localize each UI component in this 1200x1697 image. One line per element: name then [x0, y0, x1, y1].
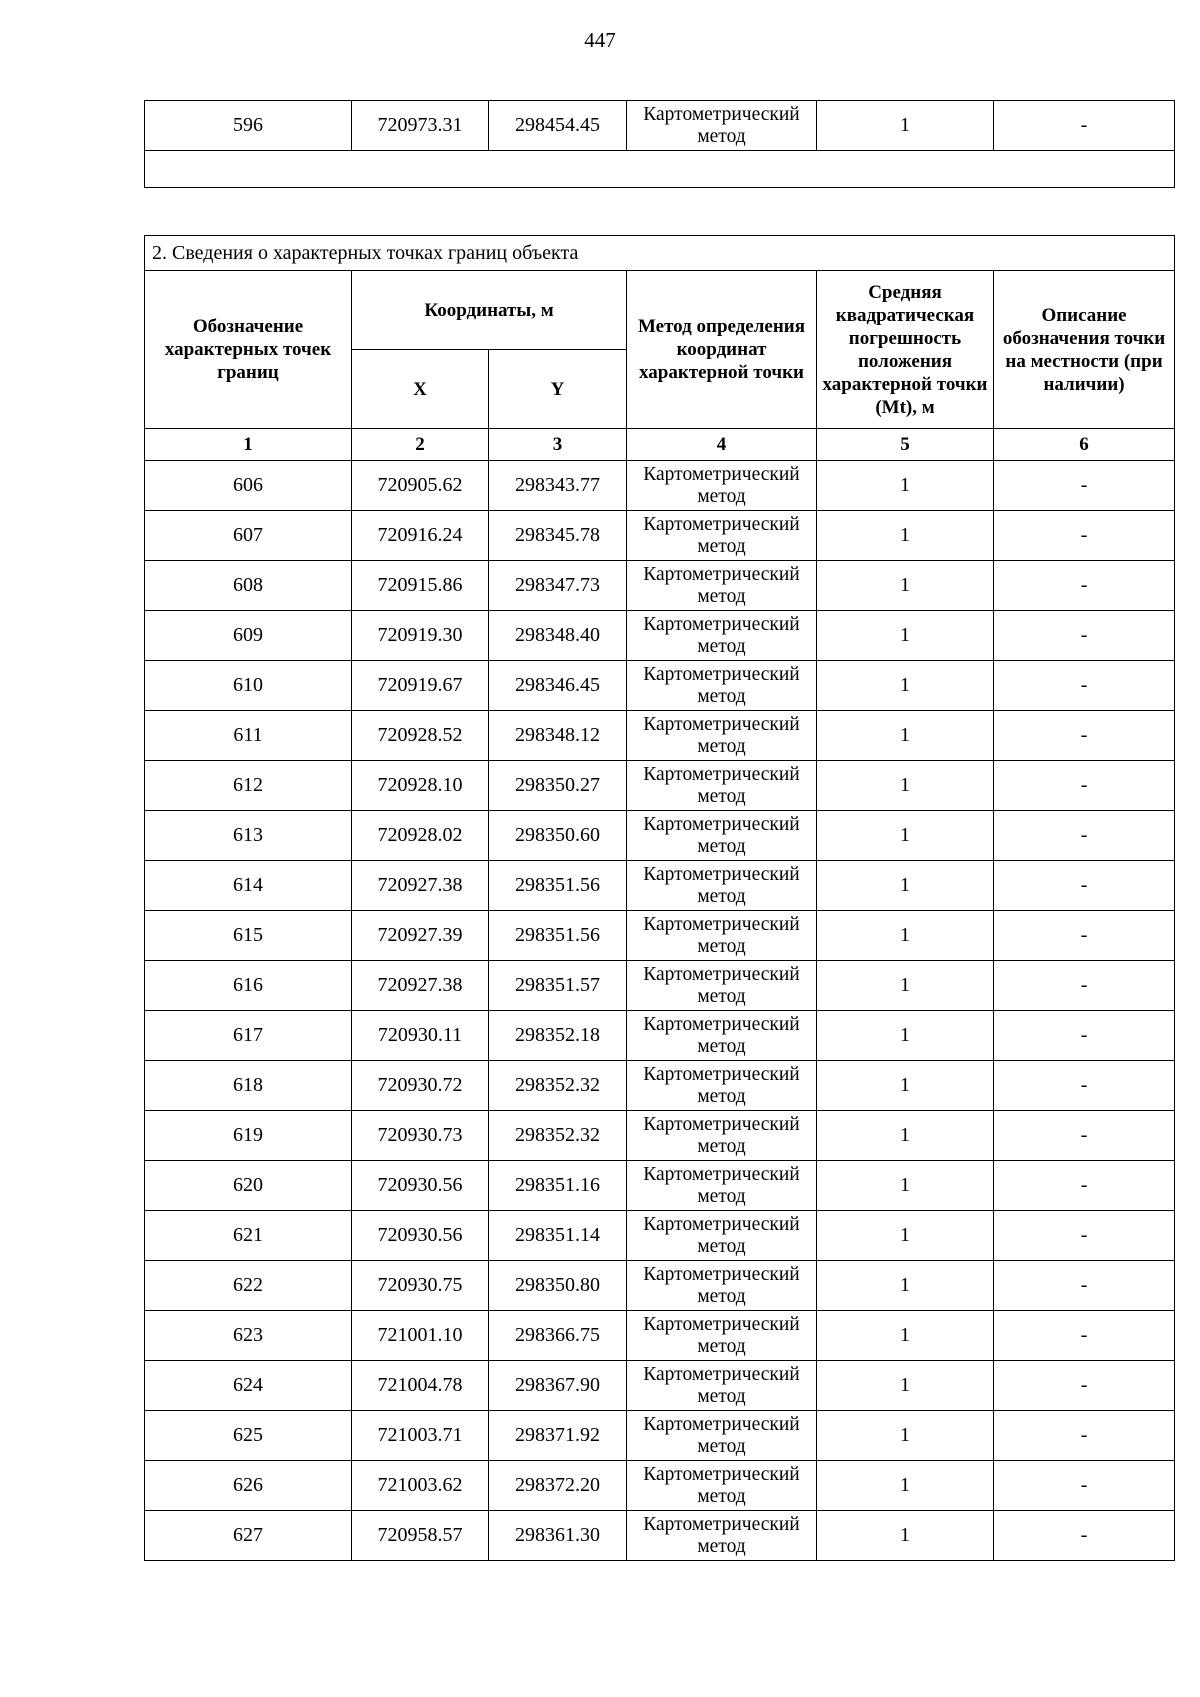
point-id-cell: 621 [145, 1211, 352, 1261]
point-id-cell: 617 [145, 1011, 352, 1061]
method-cell: Картометрический метод [627, 511, 817, 561]
table-row [145, 1511, 1175, 1561]
x-coordinate-cell: 720919.67 [352, 661, 489, 711]
table-row [145, 661, 1175, 711]
description-cell: - [994, 961, 1175, 1011]
table-row [145, 1211, 1175, 1261]
x-coordinate-cell: 720930.72 [352, 1061, 489, 1111]
method-cell: Картометрический метод [627, 711, 817, 761]
y-coordinate-cell: 298345.78 [489, 511, 627, 561]
method-cell: Картометрический метод [627, 811, 817, 861]
header-x: X [352, 350, 489, 429]
empty-cell [145, 151, 1175, 188]
method-cell: Картометрический метод [627, 1411, 817, 1461]
y-coordinate-cell: 298351.56 [489, 861, 627, 911]
column-number: 5 [817, 429, 994, 461]
table-row [145, 961, 1175, 1011]
x-coordinate-cell: 720927.38 [352, 961, 489, 1011]
table-row [145, 1061, 1175, 1111]
table-row [145, 1411, 1175, 1461]
y-coordinate-cell: 298351.16 [489, 1161, 627, 1211]
table-body [145, 461, 1175, 1561]
method-cell: Картометрический метод [627, 1311, 817, 1361]
x-coordinate-cell: 720930.56 [352, 1161, 489, 1211]
y-coordinate-cell: 298346.45 [489, 661, 627, 711]
mt-cell: 1 [817, 911, 994, 961]
x-coordinate-cell: 721001.10 [352, 1311, 489, 1361]
method-cell: Картометрический метод [627, 461, 817, 511]
mt-cell: 1 [817, 661, 994, 711]
method-cell: Картометрический метод [627, 1261, 817, 1311]
mt-cell: 1 [817, 1411, 994, 1461]
mt-cell: 1 [817, 961, 994, 1011]
section-title-row [145, 236, 1175, 271]
method-cell: Картометрический метод [627, 1161, 817, 1211]
method-cell: Картометрический метод [627, 561, 817, 611]
mt-cell: 1 [817, 861, 994, 911]
method-cell: Картометрический метод [627, 1111, 817, 1161]
point-id-cell: 624 [145, 1361, 352, 1411]
x-coordinate-cell: 720930.75 [352, 1261, 489, 1311]
description-cell: - [994, 1261, 1175, 1311]
description-cell: - [994, 611, 1175, 661]
mt-cell: 1 [817, 1011, 994, 1061]
column-number: 1 [145, 429, 352, 461]
column-number: 4 [627, 429, 817, 461]
x-coordinate-cell: 720958.57 [352, 1511, 489, 1561]
description-cell: - [994, 511, 1175, 561]
point-id-cell: 611 [145, 711, 352, 761]
column-numbers-row [145, 429, 1175, 461]
header-mt: Средняя квадратическая погрешность положения характерной точки (Mt), м [817, 271, 994, 429]
y-coordinate-cell: 298347.73 [489, 561, 627, 611]
method-cell: Картометрический метод [627, 661, 817, 711]
description-cell: - [994, 101, 1175, 151]
y-coordinate-cell: 298372.20 [489, 1461, 627, 1511]
description-cell: - [994, 1061, 1175, 1111]
table-row [145, 1361, 1175, 1411]
y-coordinate-cell: 298351.57 [489, 961, 627, 1011]
description-cell: - [994, 1511, 1175, 1561]
y-coordinate-cell: 298351.14 [489, 1211, 627, 1261]
description-cell: - [994, 861, 1175, 911]
point-id-cell: 627 [145, 1511, 352, 1561]
point-id-cell: 614 [145, 861, 352, 911]
x-coordinate-cell: 720915.86 [352, 561, 489, 611]
point-id-cell: 606 [145, 461, 352, 511]
point-id-cell: 620 [145, 1161, 352, 1211]
table-row [145, 1461, 1175, 1511]
method-cell: Картометрический метод [627, 611, 817, 661]
column-number: 2 [352, 429, 489, 461]
point-id-cell: 612 [145, 761, 352, 811]
section-title: 2. Сведения о характерных точках границ объекта [145, 236, 1175, 271]
x-coordinate-cell: 721003.62 [352, 1461, 489, 1511]
x-coordinate-cell: 720919.30 [352, 611, 489, 661]
method-cell: Картометрический метод [627, 1511, 817, 1561]
header-y: Y [489, 350, 627, 429]
empty-row [145, 151, 1175, 188]
mt-cell: 1 [817, 1461, 994, 1511]
mt-cell: 1 [817, 1311, 994, 1361]
method-cell: Картометрический метод [627, 1211, 817, 1261]
x-coordinate-cell: 720905.62 [352, 461, 489, 511]
mt-cell: 1 [817, 1261, 994, 1311]
point-id-cell: 625 [145, 1411, 352, 1461]
description-cell: - [994, 1461, 1175, 1511]
header-designation: Обозначение характерных точек границ [145, 271, 352, 429]
method-cell: Картометрический метод [627, 1461, 817, 1511]
point-id-cell: 608 [145, 561, 352, 611]
point-id-cell: 613 [145, 811, 352, 861]
mt-cell: 1 [817, 561, 994, 611]
description-cell: - [994, 1111, 1175, 1161]
mt-cell: 1 [817, 1511, 994, 1561]
x-coordinate-cell: 720973.31 [352, 101, 489, 151]
mt-cell: 1 [817, 761, 994, 811]
page-number: 447 [584, 28, 616, 52]
description-cell: - [994, 911, 1175, 961]
mt-cell: 1 [817, 101, 994, 151]
x-coordinate-cell: 721004.78 [352, 1361, 489, 1411]
mt-cell: 1 [817, 511, 994, 561]
method-cell: Картометрический метод [627, 961, 817, 1011]
table-row [145, 561, 1175, 611]
header-description: Описание обозначения точки на местности (при наличии) [994, 271, 1175, 429]
description-cell: - [994, 1211, 1175, 1261]
header-method: Метод определения координат характерной точки [627, 271, 817, 429]
y-coordinate-cell: 298361.30 [489, 1511, 627, 1561]
method-cell: Картометрический метод [627, 761, 817, 811]
mt-cell: 1 [817, 811, 994, 861]
y-coordinate-cell: 298367.90 [489, 1361, 627, 1411]
boundary-points-table [144, 235, 1175, 1561]
mt-cell: 1 [817, 1211, 994, 1261]
table-row [145, 1161, 1175, 1211]
table-row [145, 611, 1175, 661]
y-coordinate-cell: 298352.32 [489, 1111, 627, 1161]
table-row [145, 711, 1175, 761]
x-coordinate-cell: 720927.38 [352, 861, 489, 911]
description-cell: - [994, 561, 1175, 611]
point-id-cell: 596 [145, 101, 352, 151]
method-cell: Картометрический метод [627, 101, 817, 151]
y-coordinate-cell: 298454.45 [489, 101, 627, 151]
mt-cell: 1 [817, 461, 994, 511]
table-row [145, 811, 1175, 861]
method-cell: Картометрический метод [627, 861, 817, 911]
x-coordinate-cell: 720916.24 [352, 511, 489, 561]
table-row [145, 1311, 1175, 1361]
description-cell: - [994, 1411, 1175, 1461]
y-coordinate-cell: 298350.80 [489, 1261, 627, 1311]
x-coordinate-cell: 720930.73 [352, 1111, 489, 1161]
method-cell: Картометрический метод [627, 1361, 817, 1411]
x-coordinate-cell: 721003.71 [352, 1411, 489, 1461]
point-id-cell: 618 [145, 1061, 352, 1111]
y-coordinate-cell: 298352.18 [489, 1011, 627, 1061]
y-coordinate-cell: 298343.77 [489, 461, 627, 511]
description-cell: - [994, 461, 1175, 511]
mt-cell: 1 [817, 611, 994, 661]
point-id-cell: 616 [145, 961, 352, 1011]
description-cell: - [994, 711, 1175, 761]
description-cell: - [994, 761, 1175, 811]
description-cell: - [994, 661, 1175, 711]
point-id-cell: 609 [145, 611, 352, 661]
column-number: 6 [994, 429, 1175, 461]
table-row [145, 761, 1175, 811]
column-number: 3 [489, 429, 627, 461]
point-id-cell: 615 [145, 911, 352, 961]
point-id-cell: 607 [145, 511, 352, 561]
point-id-cell: 619 [145, 1111, 352, 1161]
mt-cell: 1 [817, 1061, 994, 1111]
method-cell: Картометрический метод [627, 1061, 817, 1111]
description-cell: - [994, 1361, 1175, 1411]
y-coordinate-cell: 298348.40 [489, 611, 627, 661]
continuation-table [144, 100, 1175, 188]
header-coordinates: Координаты, м [352, 271, 627, 350]
method-cell: Картометрический метод [627, 911, 817, 961]
table-row [145, 911, 1175, 961]
table-row [145, 101, 1175, 151]
mt-cell: 1 [817, 1361, 994, 1411]
x-coordinate-cell: 720928.02 [352, 811, 489, 861]
method-cell: Картометрический метод [627, 1011, 817, 1061]
y-coordinate-cell: 298366.75 [489, 1311, 627, 1361]
point-id-cell: 623 [145, 1311, 352, 1361]
x-coordinate-cell: 720930.56 [352, 1211, 489, 1261]
header-row [145, 271, 1175, 350]
x-coordinate-cell: 720930.11 [352, 1011, 489, 1061]
description-cell: - [994, 1311, 1175, 1361]
y-coordinate-cell: 298350.27 [489, 761, 627, 811]
table-row [145, 1011, 1175, 1061]
x-coordinate-cell: 720927.39 [352, 911, 489, 961]
point-id-cell: 626 [145, 1461, 352, 1511]
description-cell: - [994, 1161, 1175, 1211]
mt-cell: 1 [817, 1161, 994, 1211]
y-coordinate-cell: 298371.92 [489, 1411, 627, 1461]
y-coordinate-cell: 298351.56 [489, 911, 627, 961]
y-coordinate-cell: 298350.60 [489, 811, 627, 861]
y-coordinate-cell: 298348.12 [489, 711, 627, 761]
y-coordinate-cell: 298352.32 [489, 1061, 627, 1111]
table-row [145, 461, 1175, 511]
x-coordinate-cell: 720928.10 [352, 761, 489, 811]
x-coordinate-cell: 720928.52 [352, 711, 489, 761]
table-row [145, 1111, 1175, 1161]
point-id-cell: 610 [145, 661, 352, 711]
description-cell: - [994, 811, 1175, 861]
table-row [145, 511, 1175, 561]
mt-cell: 1 [817, 1111, 994, 1161]
description-cell: - [994, 1011, 1175, 1061]
mt-cell: 1 [817, 711, 994, 761]
point-id-cell: 622 [145, 1261, 352, 1311]
table-row [145, 1261, 1175, 1311]
table-row [145, 861, 1175, 911]
